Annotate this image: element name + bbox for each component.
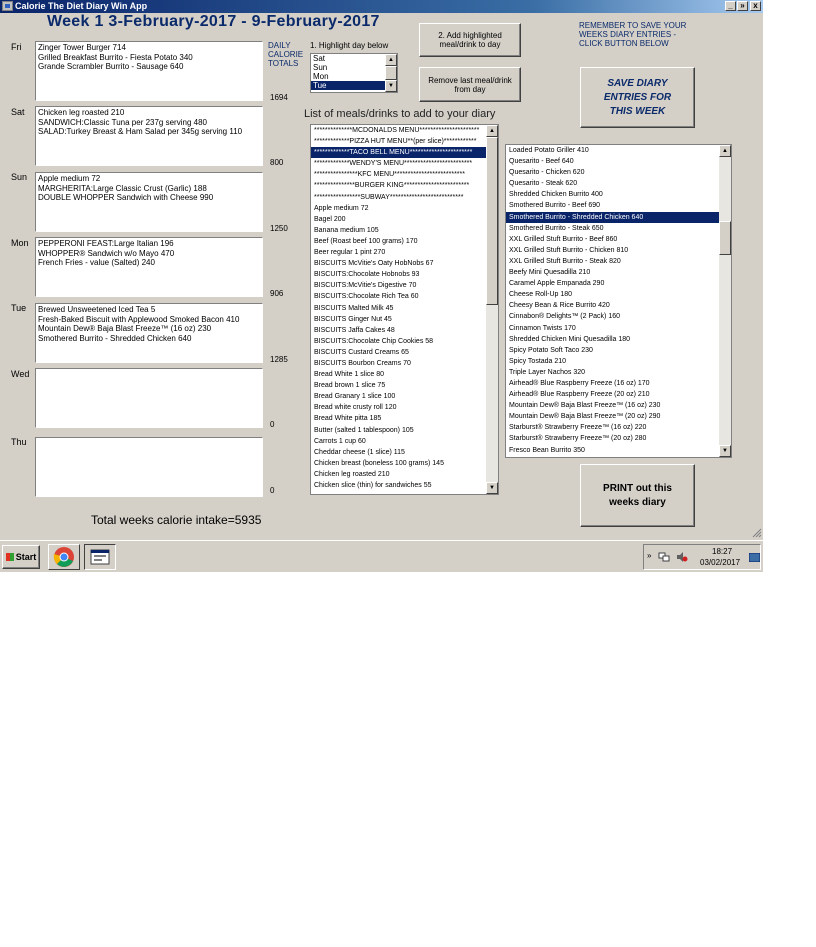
meal-list-item[interactable]: BISCUITS Jaffa Cakes 48	[314, 326, 395, 334]
save-diary-button[interactable]: SAVE DIARY ENTRIES FOR THIS WEEK	[580, 67, 695, 128]
menu-item[interactable]: Triple Layer Nachos 320	[509, 368, 586, 376]
window-title: Calorie The Diet Diary Win App	[15, 1, 148, 11]
menu-item[interactable]: XXL Grilled Stuft Burrito - Steak 820	[509, 257, 621, 265]
start-label: Start	[15, 551, 37, 562]
meal-list-title: List of meals/drinks to add to your diary	[304, 108, 496, 120]
meal-list-item[interactable]: Bread brown 1 slice 75	[314, 382, 386, 390]
scroll-thumb[interactable]	[486, 137, 498, 305]
meal-list-item[interactable]: Bagel 200	[314, 215, 346, 223]
scroll-down-arrow-icon[interactable]: ▼	[719, 445, 731, 457]
meal-list-scrollbar[interactable]	[486, 125, 498, 494]
meal-list-item[interactable]: Bread white crusty roll 120	[314, 404, 397, 412]
menu-item[interactable]: Airhead® Blue Raspberry Freeze (20 oz) 210	[509, 391, 650, 399]
day-picker-scrollbar[interactable]	[385, 54, 397, 92]
meal-list-item[interactable]: Cheddar cheese (1 slice) 115	[314, 448, 405, 456]
daily-total-wed: 0	[270, 420, 275, 429]
meal-list-item[interactable]: BISCUITS:Chocolate Hobnobs 93	[314, 271, 420, 279]
menu-item-selected[interactable]: Smothered Burrito - Shredded Chicken 640	[506, 212, 719, 223]
meal-list-item[interactable]: Chicken breast (boneless 100 grams) 145	[314, 459, 444, 467]
diary-entry: Chicken leg roasted 210	[38, 108, 125, 117]
day-label-sun: Sun	[11, 172, 28, 182]
show-hidden-icons-icon[interactable]: »	[647, 551, 652, 560]
meal-list-item[interactable]: ****************KFC MENU**************************	[314, 171, 465, 179]
menu-item[interactable]: Mountain Dew® Baja Blast Freeze™ (16 oz) 230	[509, 402, 661, 410]
meal-list-item[interactable]: *************PIZZA HUT MENU**(per slice)************	[314, 138, 477, 146]
totals-label-line: CALORIE	[268, 50, 304, 59]
diary-entry: WHOPPER® Sandwich w/o Mayo 470	[38, 248, 175, 258]
meal-list-item[interactable]: Beef (Roast beef 100 grams) 170	[314, 237, 418, 245]
diary-entry: Apple medium 72	[38, 174, 101, 183]
resize-grip-icon[interactable]	[752, 528, 762, 538]
meal-list-item[interactable]: Bread White 1 slice 80	[314, 371, 385, 379]
daily-total-mon: 906	[270, 289, 284, 298]
meal-list-item[interactable]: **************MCDONALDS MENU**********************	[314, 127, 480, 134]
meal-list-item[interactable]: Carrots 1 cup 60	[314, 437, 366, 445]
diary-entry: Grande Scrambler Burrito - Sausage 640	[38, 62, 184, 71]
day-label-fri: Fri	[11, 42, 22, 52]
show-desktop-icon[interactable]	[749, 553, 760, 562]
totals-label-line: TOTALS	[268, 59, 299, 68]
meal-list-item[interactable]: BISCUITS Bourbon Creams 70	[314, 359, 411, 367]
day-label-sat: Sat	[11, 107, 25, 117]
diary-entry: Grilled Breakfast Burrito - Fiesta Potato 340	[38, 52, 193, 62]
daily-total-tue: 1285	[270, 355, 288, 364]
network-icon[interactable]	[658, 551, 670, 563]
minimize-button[interactable]: _	[725, 1, 736, 11]
diary-entry: French Fries - value (Salted) 240	[38, 258, 155, 267]
close-button[interactable]: x	[750, 1, 761, 11]
menu-item[interactable]: Beefy Mini Quesadilla 210	[509, 269, 591, 277]
clock-date[interactable]: 03/02/2017	[700, 558, 741, 567]
menu-item[interactable]: Shredded Chicken Burrito 400	[509, 191, 603, 199]
meal-list-item[interactable]: Apple medium 72	[314, 204, 369, 212]
meal-list-item-selected[interactable]: *************TACO BELL MENU***********************	[311, 147, 486, 158]
chrome-taskbar-icon[interactable]	[48, 544, 80, 570]
meal-list-item[interactable]: BISCUITS Malted Milk 45	[314, 304, 394, 312]
day-option[interactable]: Sat	[313, 54, 326, 63]
print-diary-button[interactable]: PRINT out this weeks diary	[580, 464, 695, 527]
daily-totals-label	[268, 41, 303, 68]
diary-entry: PEPPERONI FEAST:Large Italian 196	[38, 239, 174, 248]
add-meal-button[interactable]: 2. Add highlighted meal/drink to day	[419, 23, 521, 57]
menu-item[interactable]: Starburst® Strawberry Freeze™ (20 oz) 280	[509, 435, 647, 443]
chrome-icon	[49, 545, 79, 569]
scroll-up-arrow-icon[interactable]: ▲	[486, 125, 498, 137]
meal-list-item[interactable]: *************WENDY'S MENU*************************	[314, 160, 473, 168]
taskbar	[0, 540, 763, 572]
meal-list-item[interactable]: ***************BURGER KING************************	[314, 182, 470, 190]
scroll-down-arrow-icon[interactable]: ▼	[486, 482, 498, 494]
day-option-selected[interactable]: Tue	[311, 81, 397, 90]
meal-list-item[interactable]: BISCUITS Ginger Nut 45	[314, 315, 392, 323]
menu-item[interactable]: Airhead® Blue Raspberry Freeze (16 oz) 170	[509, 379, 650, 387]
windows-logo-icon	[6, 553, 14, 561]
menu-item[interactable]: Mountain Dew® Baja Blast Freeze™ (20 oz) 290	[509, 413, 661, 421]
menu-item[interactable]: Smothered Burrito - Beef 690	[509, 202, 601, 210]
menu-item[interactable]: Loaded Potato Griller 410	[509, 147, 589, 154]
volume-muted-icon[interactable]	[676, 551, 688, 563]
scroll-thumb[interactable]	[719, 221, 731, 255]
day-picker-list[interactable]	[310, 53, 398, 93]
menu-items-list[interactable]	[505, 144, 732, 458]
meal-list-item[interactable]: BISCUITS Custard Creams 65	[314, 348, 409, 356]
meal-list[interactable]	[310, 124, 499, 495]
meal-list-item[interactable]: BISCUITS:Chocolate Chip Cookies 58	[314, 337, 434, 345]
diary-entry: Smothered Burrito - Shredded Chicken 640	[38, 333, 192, 343]
meal-list-item[interactable]: Banana medium 105	[314, 226, 379, 234]
meal-list-item[interactable]: *****************SUBWAY***************************	[314, 193, 464, 201]
day-entries-thu[interactable]	[35, 437, 263, 497]
scroll-up-arrow-icon[interactable]: ▲	[719, 145, 731, 157]
scroll-up-arrow-icon[interactable]: ▲	[385, 54, 397, 66]
totals-label-line: DAILY	[268, 41, 291, 50]
meal-list-item[interactable]: Bread White pitta 185	[314, 415, 382, 423]
day-entries-fri[interactable]	[35, 41, 263, 101]
daily-total-fri: 1694	[270, 93, 288, 102]
scroll-down-arrow-icon[interactable]: ▼	[385, 80, 397, 92]
day-label-thu: Thu	[11, 437, 27, 447]
daily-total-sat: 800	[270, 158, 284, 167]
weekly-total-text: Total weeks calorie intake=5935	[91, 513, 262, 527]
diary-entry: Brewed Unsweetened Iced Tea 5	[38, 305, 156, 314]
diary-entry: MARGHERITA:Large Classic Crust (Garlic) 188	[38, 183, 207, 193]
clock-time[interactable]: 18:27	[712, 547, 733, 556]
day-label-wed: Wed	[11, 369, 30, 379]
diary-entry: SALAD:Turkey Breast & Ham Salad per 345g serving 110	[38, 127, 243, 136]
menu-item[interactable]: Cinnabon® Delights™ (2 Pack) 160	[509, 313, 620, 321]
day-entries-wed[interactable]	[35, 368, 263, 428]
day-option[interactable]: Sun	[313, 63, 328, 72]
day-label-tue: Tue	[11, 303, 27, 313]
title-bar[interactable]	[0, 0, 763, 13]
menu-items-scrollbar[interactable]	[719, 145, 731, 457]
diary-entry: DOUBLE WHOPPER Sandwich with Cheese 990	[38, 193, 214, 202]
menu-item[interactable]: Spicy Potato Soft Taco 230	[509, 346, 593, 354]
menu-item[interactable]: Caramel Apple Empanada 290	[509, 280, 605, 288]
diary-entry: Zinger Tower Burger 714	[38, 43, 126, 52]
menu-item[interactable]: Starburst® Strawberry Freeze™ (16 oz) 220	[509, 424, 647, 432]
menu-item[interactable]: Smothered Burrito - Steak 650	[509, 224, 604, 232]
day-option[interactable]: Mon	[313, 72, 329, 81]
window-app-icon	[85, 545, 115, 569]
start-button[interactable]	[2, 545, 40, 569]
menu-item[interactable]: Shredded Chicken Mini Quesadilla 180	[509, 335, 631, 343]
meal-list-item[interactable]: Chicken slice (thin) for sandwiches 55	[314, 482, 432, 489]
system-tray	[643, 544, 761, 570]
day-label-mon: Mon	[11, 238, 29, 248]
menu-item[interactable]: Quesarito - Chicken 620	[509, 169, 585, 177]
meal-list-item[interactable]: BISCUITS:McVitie's Digestive 70	[314, 282, 417, 290]
day-entries-sun[interactable]	[35, 172, 263, 232]
restore-button[interactable]: »	[737, 1, 748, 11]
day-entries-sat[interactable]	[35, 106, 263, 166]
meal-list-item[interactable]: Beer regular 1 pint 270	[314, 249, 386, 257]
diary-entry: SANDWICH:Classic Tuna per 237g serving 480	[38, 117, 207, 127]
menu-item[interactable]: Quesarito - Steak 620	[509, 180, 578, 188]
meal-list-item[interactable]: BISCUITS McVitie's Oaty HobNobs 67	[314, 260, 434, 268]
day-entries-tue[interactable]	[35, 303, 263, 363]
diary-entry: Mountain Dew® Baja Blast Freeze™ (16 oz) 230	[38, 324, 212, 333]
menu-item[interactable]: Spicy Tostada 210	[509, 357, 567, 365]
app-icon	[2, 1, 13, 11]
meal-list-item[interactable]: Bread Granary 1 slice 100	[314, 393, 396, 401]
app-taskbar-icon[interactable]	[84, 544, 116, 570]
remove-meal-button[interactable]: Remove last meal/drink from day	[419, 67, 521, 102]
save-reminder-text: REMEMBER TO SAVE YOUR WEEKS DIARY ENTRIES - CLICK BUTTON BELOW	[579, 21, 687, 48]
menu-item[interactable]: XXL Grilled Stuft Burrito - Chicken 810	[509, 246, 629, 254]
menu-item[interactable]: Fresco Bean Burrito 350	[509, 446, 585, 454]
daily-total-sun: 1250	[270, 224, 288, 233]
diary-entry: Fresh-Baked Biscuit with Applewood Smoked Bacon 410	[38, 314, 240, 324]
scroll-thumb[interactable]	[385, 66, 397, 80]
daily-total-thu: 0	[270, 486, 275, 495]
highlight-day-instruction: 1. Highlight day below	[310, 41, 389, 50]
meal-list-item[interactable]: Chicken leg roasted 210	[314, 470, 390, 478]
menu-item[interactable]: Cheese Roll-Up 180	[509, 291, 573, 299]
week-heading: Week 1 3-February-2017 - 9-February-2017	[47, 13, 380, 30]
menu-item[interactable]: Quesarito - Beef 640	[509, 158, 574, 166]
day-entries-mon[interactable]	[35, 237, 263, 297]
meal-list-item[interactable]: Butter (salted 1 tablespoon) 105	[314, 426, 414, 434]
menu-item[interactable]: XXL Grilled Stuft Burrito - Beef 860	[509, 235, 618, 243]
menu-item[interactable]: Cheesy Bean & Rice Burrito 420	[509, 302, 610, 310]
meal-list-item[interactable]: BISCUITS:Chocolate Rich Tea 60	[314, 293, 419, 301]
menu-item[interactable]: Cinnamon Twists 170	[509, 324, 576, 332]
